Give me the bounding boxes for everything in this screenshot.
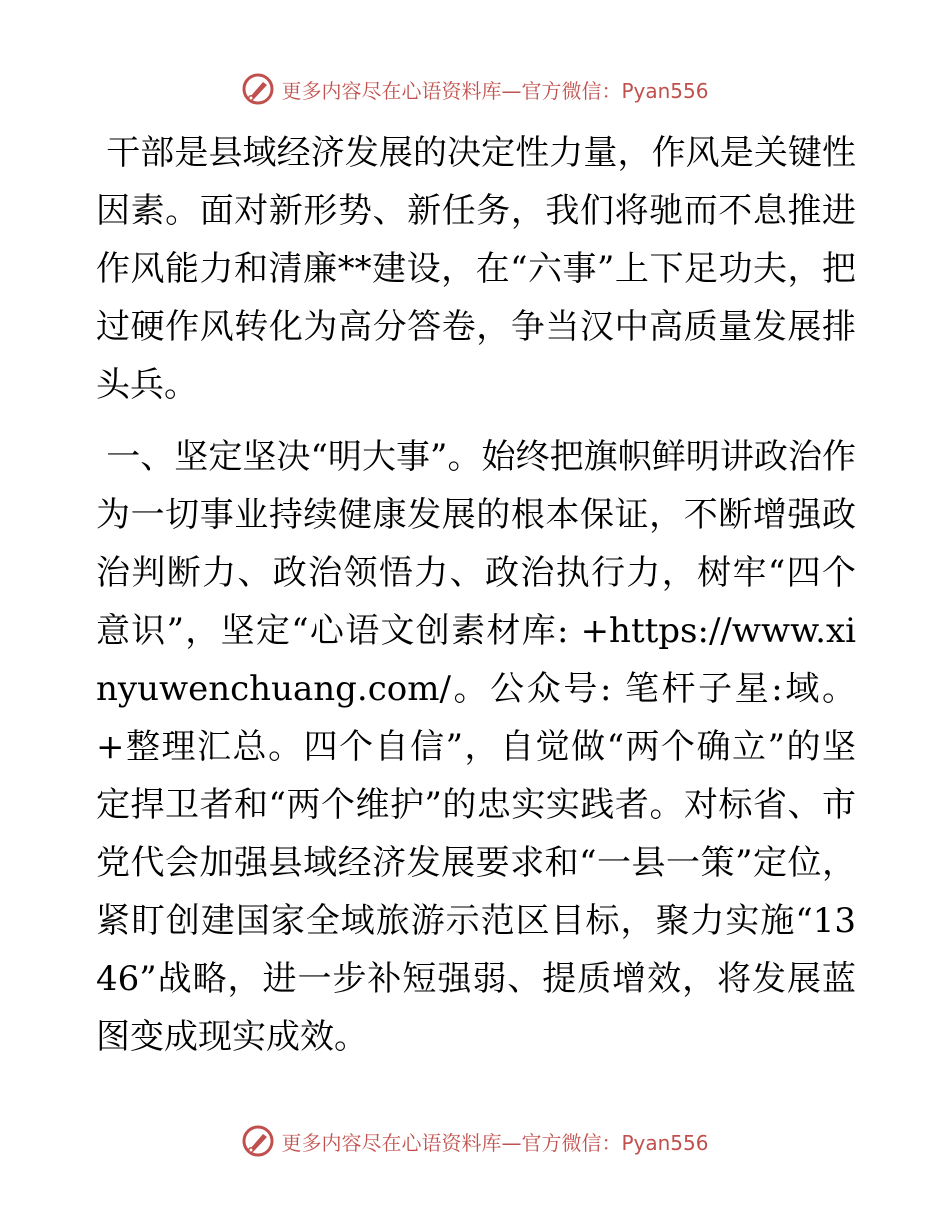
footer-watermark [0, 1124, 950, 1158]
header-watermark [0, 72, 950, 106]
pen-logo-icon [241, 72, 275, 106]
paragraph-section-one: 一、坚定坚决“明大事”。始终把旗帜鲜明讲政治作为一切事业持续健康发展的根本保证，不断增强政治判断力、政治领悟力、政治执行力，树牢“四个意识”，坚定“心语文创素材库: +https://www.xinyuwenchuang.com/。公众号: 笔杆子星:域。+整理汇总。四个自信”，自觉做“两个确立”的坚定捍卫者和“两个维护”的忠实实践者。对标省、市党代会加强县域经济发展要求和“一县一策”定位，紧盯创建国家全域旅游示范区目标，聚力实施“1346”战略，进一步补短强弱、提质增效，将发展蓝图变成现实成效。 [96, 437, 856, 1057]
pen-logo-icon [241, 1124, 275, 1158]
watermark-text: 更多内容尽在心语资料库—官方微信：Pyan556 [281, 1130, 709, 1155]
watermark-text: 更多内容尽在心语资料库—官方微信：Pyan556 [281, 78, 709, 103]
document-body [96, 124, 856, 1066]
paragraph-intro: 干部是县域经济发展的决定性力量，作风是关键性因素。面对新形势、新任务，我们将驰而不息推进作风能力和清廉**建设，在“六事”上下足功夫，把过硬作风转化为高分答卷，争当汉中高质量发展排头兵。 [96, 133, 856, 405]
